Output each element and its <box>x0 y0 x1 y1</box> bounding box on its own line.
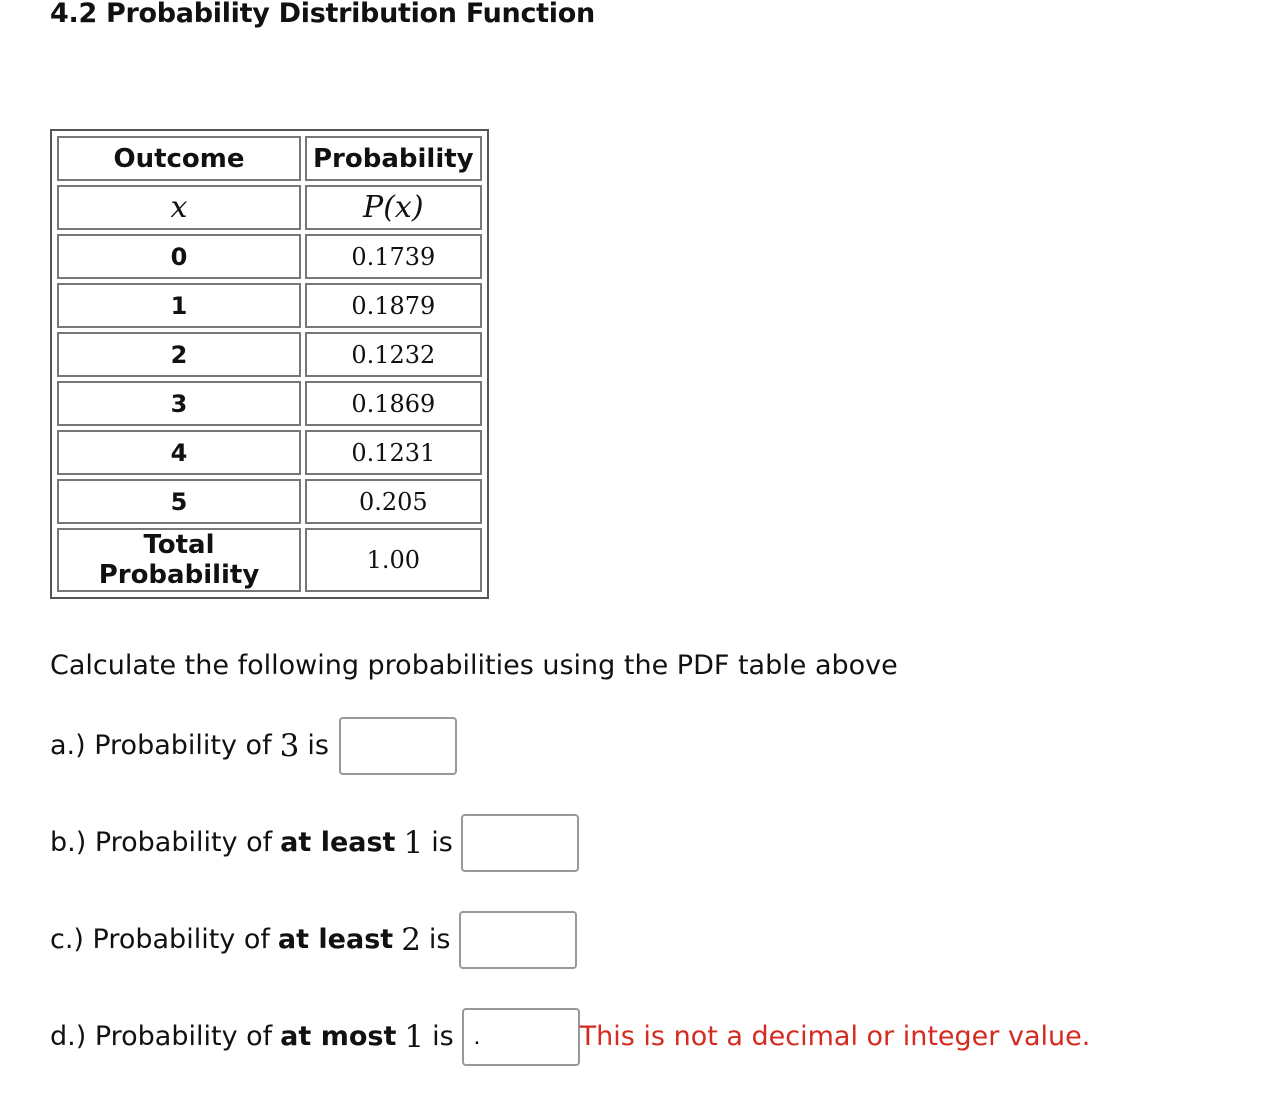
total-label: Total Probability <box>57 528 301 592</box>
question-prefix: d.) Probability of <box>50 1021 273 1052</box>
question-c <box>50 911 577 969</box>
outcome-cell: 0 <box>57 234 301 279</box>
question-value: 1 <box>404 1019 425 1055</box>
table-total-row <box>57 528 482 592</box>
outcome-header: Outcome <box>57 136 301 181</box>
page-title: 4.2 Probability Distribution Function <box>50 0 595 29</box>
question-value: 2 <box>401 922 421 958</box>
px-symbol-cell <box>305 185 482 230</box>
px-symbol: P(x) <box>363 190 424 225</box>
question-prefix: b.) Probability of <box>50 827 273 858</box>
question-b <box>50 814 579 872</box>
probability-cell: 0.205 <box>305 479 482 524</box>
outcome-cell: 4 <box>57 430 301 475</box>
answer-d-input[interactable] <box>462 1008 580 1066</box>
question-prefix: c.) Probability of <box>50 924 270 955</box>
question-qualifier: at least <box>280 827 396 858</box>
table-row <box>57 332 482 377</box>
x-symbol: x <box>170 190 188 225</box>
table-symbol-row <box>57 185 482 230</box>
answer-b-input[interactable] <box>461 814 579 872</box>
probability-cell: 0.1739 <box>305 234 482 279</box>
probability-cell: 0.1231 <box>305 430 482 475</box>
pdf-table <box>50 129 489 599</box>
question-value: 3 <box>279 728 300 764</box>
table-row <box>57 479 482 524</box>
table-row <box>57 430 482 475</box>
question-qualifier: at most <box>280 1021 397 1052</box>
table-header-row <box>57 136 482 181</box>
x-symbol-cell <box>57 185 301 230</box>
probability-cell: 0.1869 <box>305 381 482 426</box>
question-suffix: is <box>431 827 453 858</box>
answer-c-input[interactable] <box>459 911 577 969</box>
instructions: Calculate the following probabilities using the PDF table above <box>50 650 898 681</box>
table-row <box>57 234 482 279</box>
question-value: 1 <box>403 825 424 861</box>
outcome-cell: 2 <box>57 332 301 377</box>
total-value: 1.00 <box>305 528 482 592</box>
question-suffix: is <box>307 730 329 761</box>
question-prefix: a.) Probability of <box>50 730 272 761</box>
question-suffix: is <box>428 924 451 955</box>
probability-cell: 0.1879 <box>305 283 482 328</box>
table-row <box>57 283 482 328</box>
probability-cell: 0.1232 <box>305 332 482 377</box>
question-suffix: is <box>432 1021 454 1052</box>
table-row <box>57 381 482 426</box>
question-a <box>50 717 457 775</box>
question-d <box>50 1008 1090 1066</box>
probability-header: Probability <box>305 136 482 181</box>
validation-error-message: This is not a decimal or integer value. <box>579 1021 1091 1052</box>
outcome-cell: 1 <box>57 283 301 328</box>
answer-a-input[interactable] <box>339 717 457 775</box>
outcome-cell: 3 <box>57 381 301 426</box>
question-qualifier: at least <box>277 924 394 955</box>
outcome-cell: 5 <box>57 479 301 524</box>
